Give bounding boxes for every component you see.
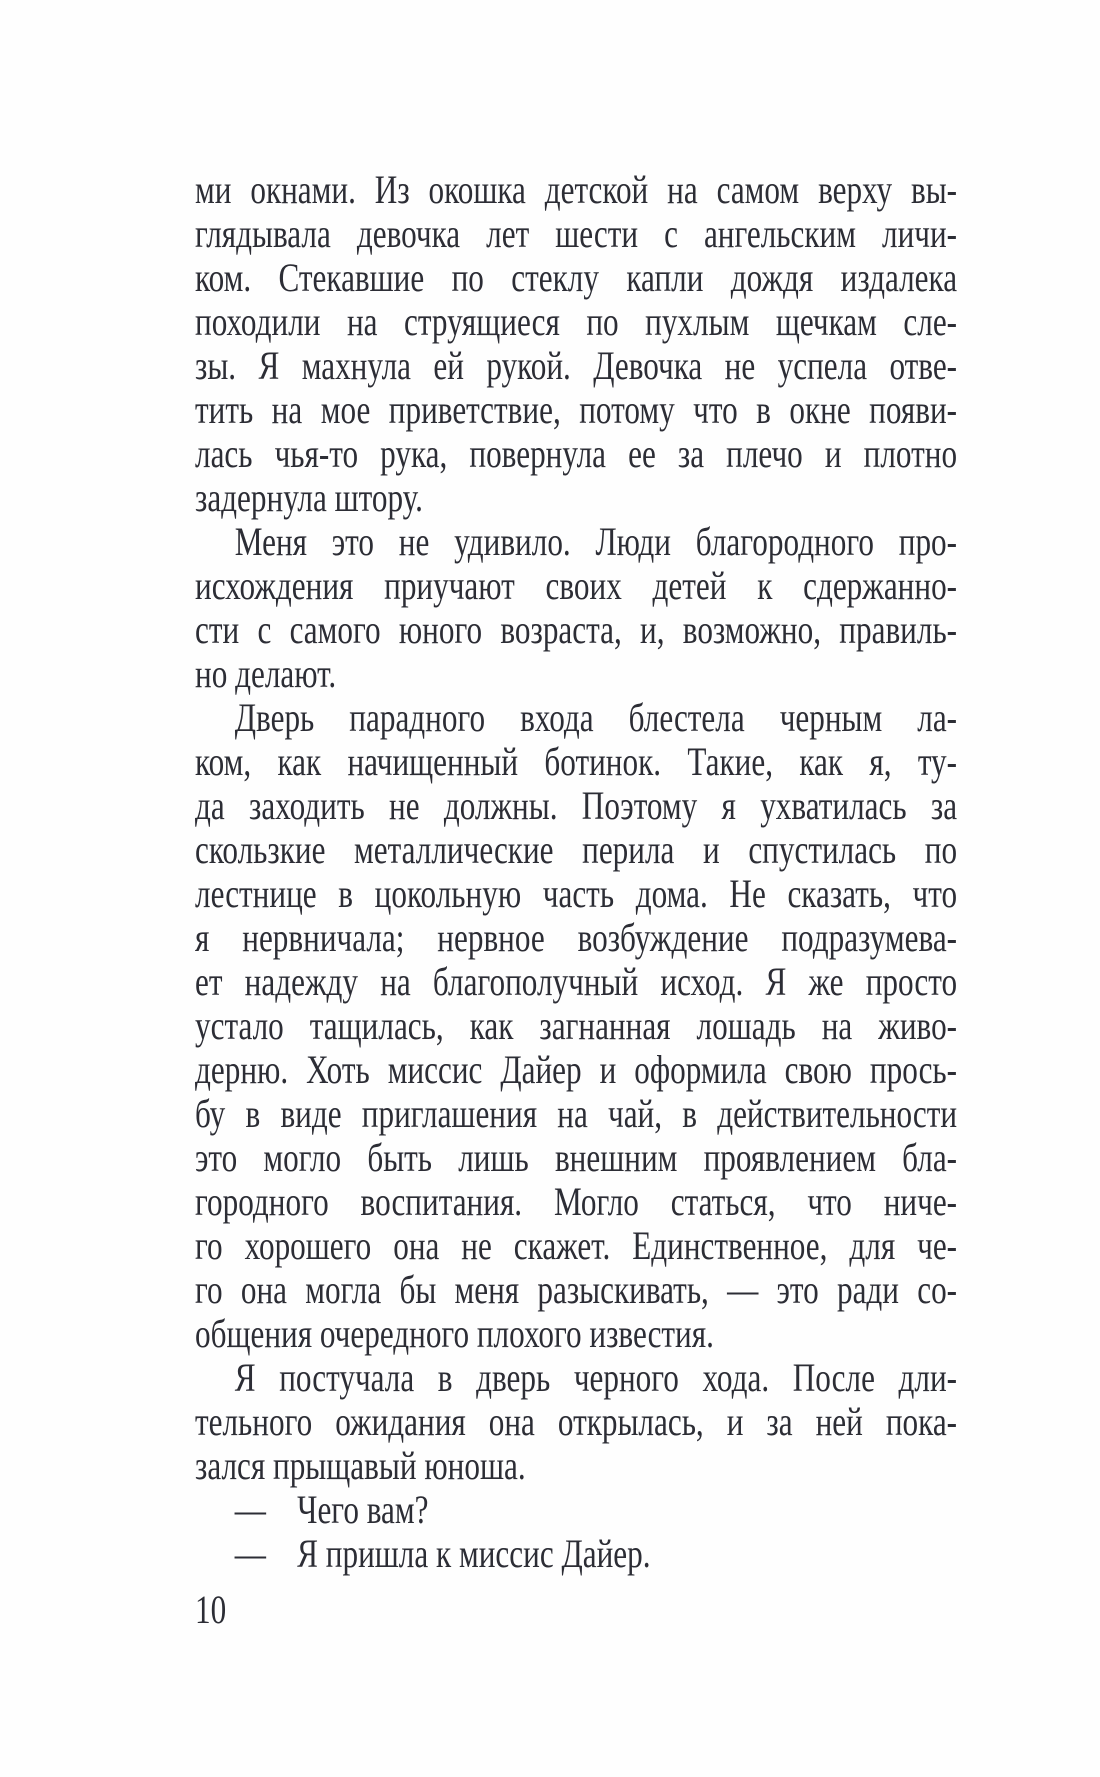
text-line-content: исхождения приучают своих детей к сдержанно- xyxy=(195,563,958,608)
text-line-content: городного воспитания. Могло статься, что ниче- xyxy=(195,1179,958,1224)
text-line xyxy=(195,1444,957,1488)
text-line xyxy=(195,1532,957,1576)
text-line xyxy=(195,916,957,960)
text-line xyxy=(195,1180,957,1224)
text-line xyxy=(195,1356,957,1400)
text-line-content: — Чего вам? xyxy=(234,1487,429,1532)
text-line-content: лась чья-то рука, повернула ее за плечо и плотно xyxy=(195,431,958,476)
text-line xyxy=(195,388,957,432)
text-line-content: скользкие металлические перила и спустилась по xyxy=(195,827,958,872)
text-line xyxy=(195,872,957,916)
text-line xyxy=(195,564,957,608)
text-line-content: глядывала девочка лет шести с ангельским личи- xyxy=(195,211,958,256)
text-line-content: да заходить не должны. Поэтому я ухватилась за xyxy=(195,783,958,828)
text-line-content: общения очередного плохого известия. xyxy=(195,1311,714,1356)
text-line-content: это могло быть лишь внешним проявлением бла- xyxy=(195,1135,958,1180)
text-line xyxy=(195,1092,957,1136)
text-line xyxy=(195,608,957,652)
text-line-content: устало тащилась, как загнанная лошадь на живо- xyxy=(195,1003,958,1048)
text-line-content: я нервничала; нервное возбуждение подразумева- xyxy=(195,915,958,960)
text-line-content: задернула штору. xyxy=(195,475,423,520)
text-line-content: зы. Я махнула ей рукой. Девочка не успела отве- xyxy=(195,343,958,388)
text-line xyxy=(195,168,957,212)
text-line xyxy=(195,1048,957,1092)
text-line-content: Я постучала в дверь черного хода. После дли- xyxy=(234,1355,958,1400)
text-line-content: дерню. Хоть миссис Дайер и оформила свою прось- xyxy=(195,1047,958,1092)
text-line xyxy=(195,520,957,564)
text-line xyxy=(195,960,957,1004)
text-line xyxy=(195,1400,957,1444)
text-line-content: го хорошего она не скажет. Единственное, для че- xyxy=(195,1223,958,1268)
text-line xyxy=(195,1312,957,1356)
text-block xyxy=(195,168,957,1576)
text-line-content: ми окнами. Из окошка детской на самом верху вы- xyxy=(195,167,958,212)
text-line xyxy=(195,696,957,740)
text-line-content: но делают. xyxy=(195,651,337,696)
text-line xyxy=(195,344,957,388)
text-line-content: походили на струящиеся по пухлым щечкам сле- xyxy=(195,299,958,344)
text-line xyxy=(195,256,957,300)
text-line xyxy=(195,1004,957,1048)
text-line-content: ком. Стекавшие по стеклу капли дождя издалека xyxy=(195,255,958,300)
text-line-content: ет надежду на благополучный исход. Я же просто xyxy=(195,959,958,1004)
text-line-content: сти с самого юного возраста, и, возможно, правиль- xyxy=(195,607,958,652)
text-line-content: го она могла бы меня разыскивать, — это ради со- xyxy=(195,1267,958,1312)
text-line xyxy=(195,1268,957,1312)
text-line-content: лестнице в цокольную часть дома. Не сказать, что xyxy=(195,871,958,916)
page-number: 10 xyxy=(195,1587,227,1632)
text-line-content: ком, как начищенный ботинок. Такие, как я, ту- xyxy=(195,739,958,784)
text-line xyxy=(195,300,957,344)
text-line xyxy=(195,828,957,872)
text-line xyxy=(195,652,957,696)
text-line xyxy=(195,432,957,476)
text-line xyxy=(195,740,957,784)
text-line-content: тить на мое приветствие, потому что в окне появи- xyxy=(195,387,958,432)
text-line xyxy=(195,1488,957,1532)
text-line-content: тельного ожидания она открылась, и за ней пока- xyxy=(195,1399,958,1444)
text-line-content: — Я пришла к миссис Дайер. xyxy=(234,1531,651,1576)
text-line-content: Меня это не удивило. Люди благородного про- xyxy=(234,519,958,564)
text-line xyxy=(195,476,957,520)
text-line xyxy=(195,1224,957,1268)
text-line xyxy=(195,784,957,828)
text-line-content: Дверь парадного входа блестела черным ла- xyxy=(234,695,958,740)
text-line-content: зался прыщавый юноша. xyxy=(195,1443,526,1488)
text-line-content: бу в виде приглашения на чай, в действительности xyxy=(195,1091,958,1136)
text-line xyxy=(195,1136,957,1180)
text-line xyxy=(195,212,957,256)
